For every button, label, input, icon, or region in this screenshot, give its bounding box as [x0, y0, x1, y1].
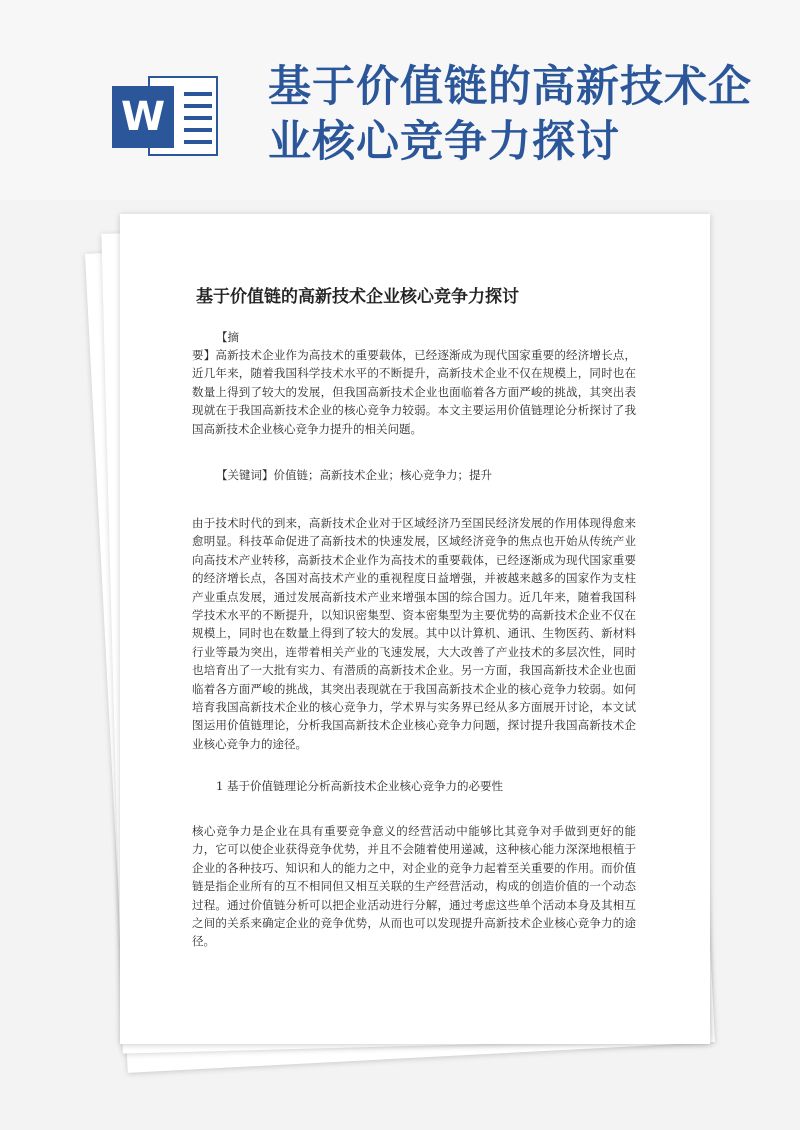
abstract-heading: 【摘 [216, 330, 239, 344]
keywords-line [216, 467, 492, 483]
word-badge: W [112, 86, 174, 148]
banner [0, 0, 800, 200]
abstract-paragraph: 要】高新技术企业作为高技术的重要载体，已经逐渐成为现代国家重要的经济增长点，近几年来，随着我国科学技术水平的不断提升，高新技术企业不仅在规模上，同时也在数量上得到了较大的发展，但我国高新技术企业也面临着各方面严峻的挑战，其突出表现就在于我国高新技术企业的核心竞争力较弱。本文主要运用价值链理论分析探讨了我国高新技术企业核心竞争力提升的相关问题。 [192, 348, 636, 436]
document-title: 基于价值链的高新技术企业核心竞争力探讨 [196, 287, 519, 307]
word-document-icon [112, 70, 222, 162]
banner-title: 基于价值链的高新技术企业核心竞争力探讨 [268, 62, 752, 167]
keywords-label: 【关键词】 [216, 468, 274, 482]
keywords-text: 价值链；高新技术企业；核心竞争力；提升 [273, 468, 492, 482]
document-page [120, 214, 710, 1044]
section-heading: 1 基于价值链理论分析高新技术企业核心竞争力的必要性 [216, 779, 503, 793]
section-paragraph: 核心竞争力是企业在具有重要竞争意义的经营活动中能够比其竞争对手做到更好的能力，它可以使企业获得竞争优势，并且不会随着使用递减，这种核心能力深深地根植于企业的各种技巧、知识和人的能力之中，对企业的竞争力起着至关重要的作用。而价值链是指企业所有的互不相同但又相互关联的生产经营活动，构成的创造价值的一个动态过程。通过价值链分析可以把企业活动进行分解，通过考虑这些单个活动本身及其相互之间的关系来确定企业的竞争优势，从而也可以发现提升高新技术企业核心竞争力的途径。 [192, 824, 636, 949]
intro-paragraph: 由于技术时代的到来，高新技术企业对于区域经济乃至国民经济发展的作用体现得愈来愈明显。科技革命促进了高新技术的快速发展，区域经济竞争的焦点也开始从传统产业向高技术产业转移，高新技术企业作为高技术的重要载体，已经逐渐成为现代国家重要的经济增长点，各国对高技术产业的重视程度日益增强，并被越来越多的国家作为支柱产业重点发展，通过发展高新技术产业来增强本国的综合国力。近几年来，随着我国科学技术水平的不断提升，以知识密集型、资本密集型为主要优势的高新技术企业不仅在规模上，同时也在数量上得到了较大的发展。其中以计算机、通讯、生物医药、新材料行业等最为突出，连带着相关产业的飞速发展，大大改善了产业技术的多层次性，同时也培育出了一大批有实力、有潜质的高新技术企业。另一方面，我国高新技术企业也面临着各方面严峻的挑战，其突出表现就在于我国高新技术企业的核心竞争力较弱。如何培育我国高新技术企业的核心竞争力，学术界与实务界已经从多方面展开讨论，本文试图运用价值链理论，分析我国高新技术企业核心竞争力问题，探讨提升我国高新技术企业核心竞争力的途径。 [192, 516, 636, 751]
